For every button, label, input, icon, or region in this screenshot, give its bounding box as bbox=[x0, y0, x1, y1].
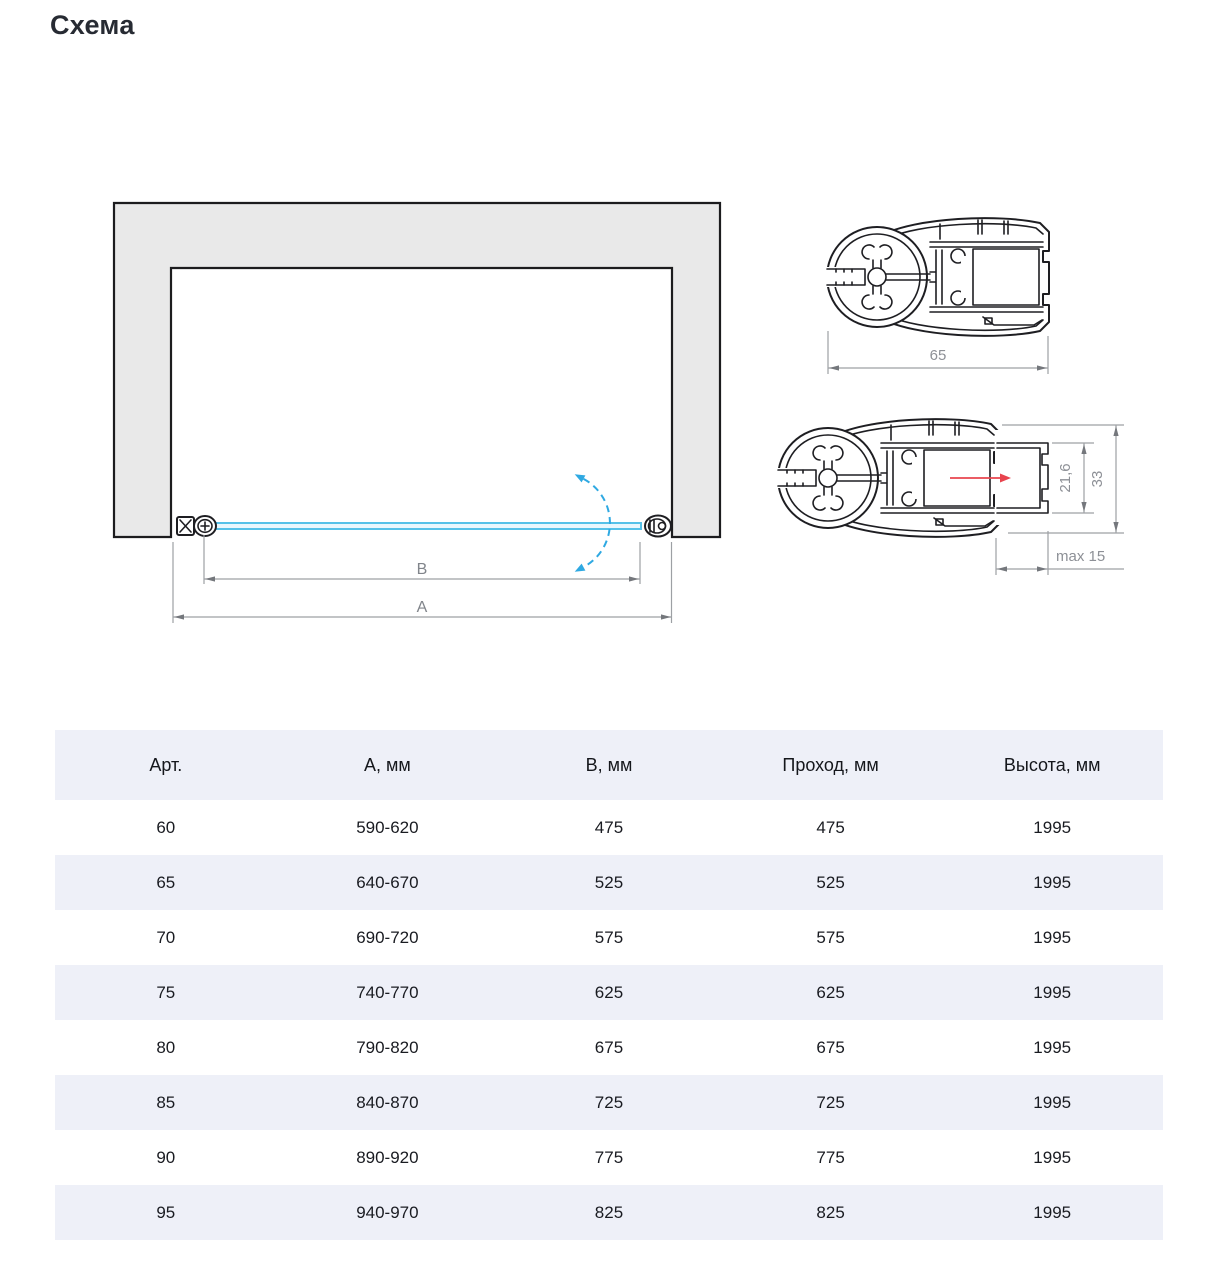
dim-max-15-label: max 15 bbox=[1056, 548, 1106, 565]
dim-a-label: A bbox=[416, 599, 428, 616]
table-cell: 625 bbox=[816, 982, 845, 1002]
table-row bbox=[55, 1020, 1163, 1075]
column-header: Арт. bbox=[149, 754, 183, 775]
dimension-a bbox=[173, 542, 672, 623]
table-cell: 90 bbox=[156, 1147, 176, 1167]
table-cell: 475 bbox=[594, 817, 624, 837]
table-row bbox=[55, 800, 1163, 855]
table-cell: 625 bbox=[594, 982, 624, 1002]
table-cell: 575 bbox=[594, 927, 624, 947]
wall bbox=[114, 203, 720, 537]
table-cell: 1995 bbox=[1033, 872, 1072, 892]
table-cell: 1995 bbox=[1033, 1037, 1072, 1057]
column-header: Высота, мм bbox=[1003, 754, 1101, 775]
table-cell: 1995 bbox=[1033, 1147, 1072, 1167]
table-cell: 60 bbox=[156, 817, 176, 837]
table-cell: 775 bbox=[816, 1147, 845, 1167]
right-wall-profile-hardware bbox=[645, 516, 671, 537]
table-cell: 1995 bbox=[1033, 982, 1072, 1002]
table-cell: 85 bbox=[156, 1092, 176, 1112]
scheme-diagram bbox=[0, 190, 1216, 670]
table-cell: 80 bbox=[156, 1037, 176, 1057]
dimension-21-6 bbox=[1052, 443, 1094, 513]
profile-cross-section-top bbox=[823, 218, 1049, 374]
table-cell: 1995 bbox=[1033, 927, 1072, 947]
table-cell: 725 bbox=[594, 1092, 624, 1112]
table-cell: 740-770 bbox=[356, 982, 419, 1002]
dimension-65 bbox=[828, 331, 1048, 374]
table-cell: 590-620 bbox=[356, 817, 419, 837]
table-cell: 675 bbox=[594, 1037, 624, 1057]
column-header: Проход, мм bbox=[782, 754, 879, 775]
swing-arrow-down-icon bbox=[575, 564, 586, 572]
table-cell: 70 bbox=[156, 927, 176, 947]
table-body bbox=[55, 800, 1163, 1240]
table-cell: 95 bbox=[156, 1202, 176, 1222]
niche-top-view bbox=[114, 203, 720, 623]
table-cell: 1995 bbox=[1033, 1202, 1072, 1222]
table-cell: 525 bbox=[594, 872, 624, 892]
table-header-row bbox=[55, 730, 1163, 800]
dimension-max-15 bbox=[996, 531, 1124, 575]
profile-cross-section-bottom bbox=[774, 419, 1124, 575]
table-row bbox=[55, 965, 1163, 1020]
table-cell: 575 bbox=[816, 927, 845, 947]
column-header: А, мм bbox=[364, 754, 411, 775]
table-cell: 940-970 bbox=[356, 1202, 419, 1222]
page-title: Схема bbox=[50, 10, 135, 40]
table-cell: 790-820 bbox=[356, 1037, 419, 1057]
swing-arrow-up-icon bbox=[575, 474, 586, 482]
table-cell: 890-920 bbox=[356, 1147, 419, 1167]
table-cell: 640-670 bbox=[356, 872, 419, 892]
glass-door bbox=[212, 523, 641, 529]
table-cell: 525 bbox=[816, 872, 845, 892]
table-row bbox=[55, 910, 1163, 965]
table-cell: 775 bbox=[594, 1147, 624, 1167]
table-cell: 65 bbox=[156, 872, 176, 892]
column-header: В, мм bbox=[585, 754, 633, 775]
table-row bbox=[55, 1130, 1163, 1185]
table-cell: 1995 bbox=[1033, 1092, 1072, 1112]
table-row bbox=[55, 1185, 1163, 1240]
left-wall-profile-hardware bbox=[177, 516, 216, 536]
dimension-b bbox=[204, 535, 640, 584]
table-cell: 725 bbox=[816, 1092, 845, 1112]
dim-b-label: B bbox=[416, 561, 428, 578]
dim-21-6-label: 21,6 bbox=[1057, 463, 1074, 493]
table-cell: 675 bbox=[816, 1037, 845, 1057]
dim-65-label: 65 bbox=[929, 347, 947, 364]
table-cell: 840-870 bbox=[356, 1092, 419, 1112]
size-table bbox=[55, 730, 1163, 1240]
table-cell: 1995 bbox=[1033, 817, 1072, 837]
table-row bbox=[55, 855, 1163, 910]
table-row bbox=[55, 1075, 1163, 1130]
table-cell: 75 bbox=[156, 982, 176, 1002]
table-cell: 825 bbox=[816, 1202, 845, 1222]
dim-33-label: 33 bbox=[1089, 470, 1106, 488]
table-cell: 475 bbox=[816, 817, 845, 837]
table-cell: 825 bbox=[594, 1202, 624, 1222]
table-cell: 690-720 bbox=[356, 927, 419, 947]
